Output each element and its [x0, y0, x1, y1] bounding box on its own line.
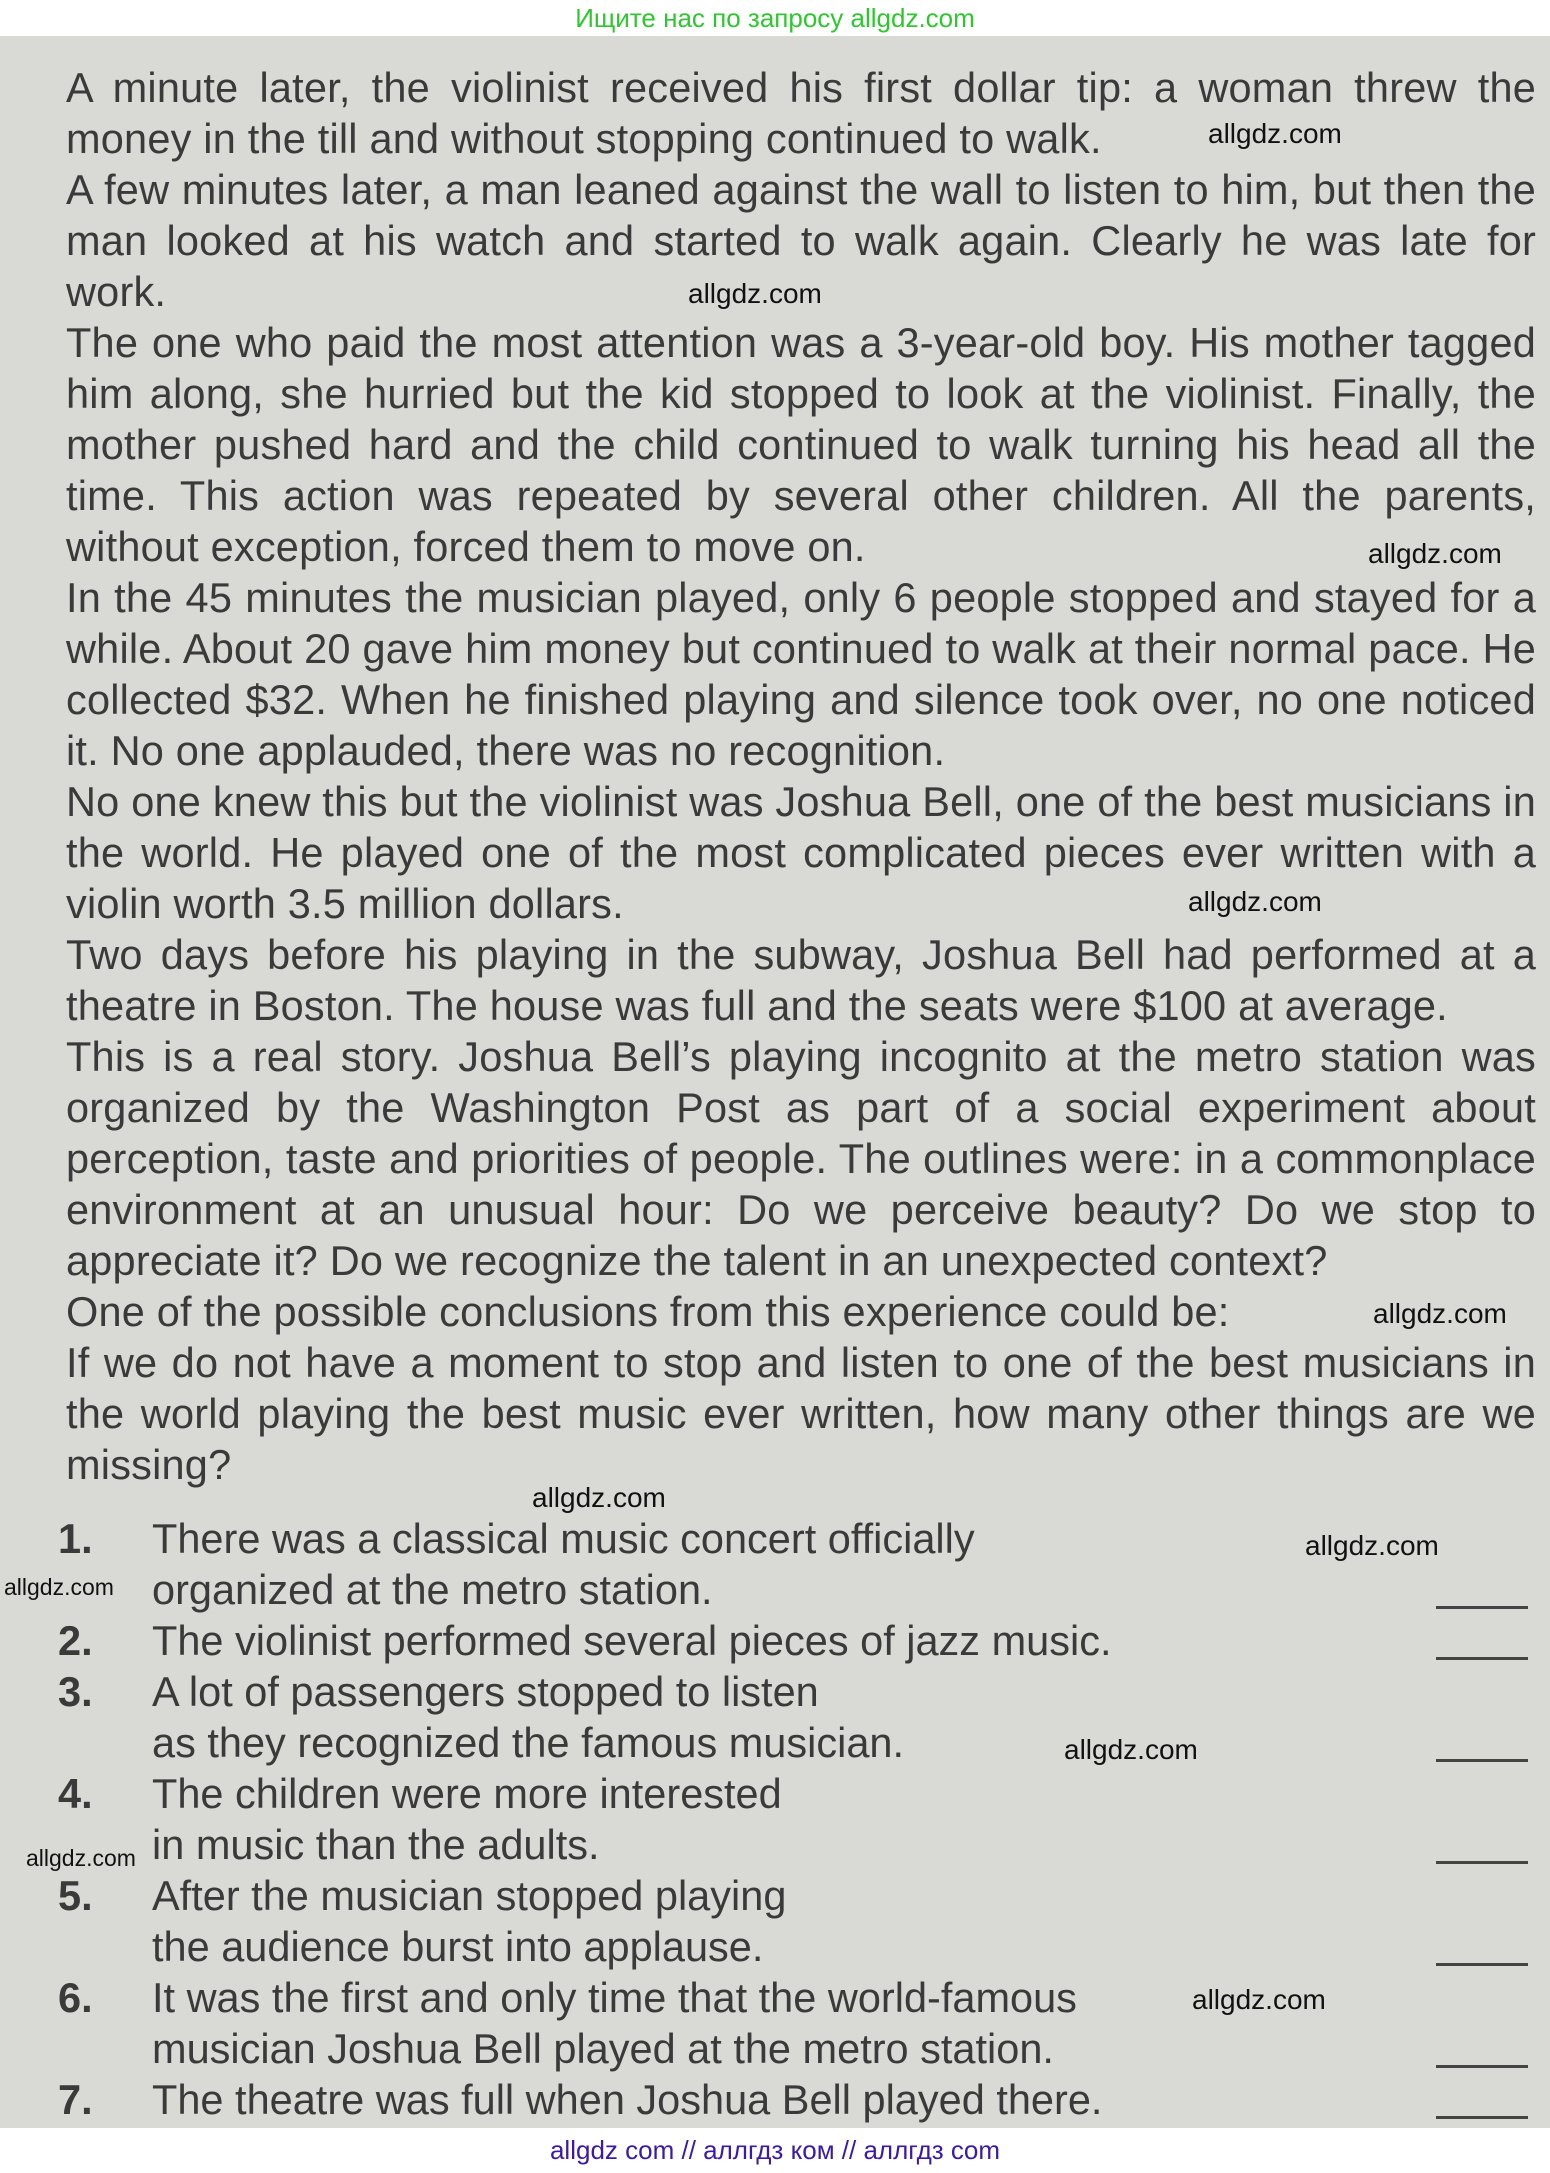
answer-blank[interactable]: [1436, 2065, 1528, 2068]
story-paragraph: In the 45 minutes the musician played, only 6 people stopped and stayed for a while. About 20 gave him money but continued to walk at their normal pace. He collected $32. When he finished playing and silence took over, no one noticed it. No one applauded, there was no recognition.: [66, 574, 1536, 774]
statement-text: It was the first and only time that the world-famous musician Joshua Bell played at the metro station.: [152, 1974, 1077, 2072]
site-banner-bottom: allgdz com // аллгдз ком // аллгдз com: [0, 2128, 1550, 2173]
story-paragraph: One of the possible conclusions from this experience could be:: [66, 1288, 1230, 1335]
watermark: allgdz.com: [26, 1845, 136, 1871]
statement-text: The children were more interested in music than the adults.: [152, 1770, 782, 1868]
story-paragraph: This is a real story. Joshua Bell’s playing incognito at the metro station was organized by the Washington Post as part of a social experiment about perception, taste and priorities of people. The outlines were: in a commonplace environment at an unusual hour: Do we perceive beauty? Do we stop to appreciate it? Do we recognize the talent in an unexpected context?: [66, 1033, 1536, 1284]
answer-blank[interactable]: [1436, 2116, 1528, 2119]
watermark: allgdz.com: [1373, 1298, 1507, 1329]
statement-item: [58, 1768, 1528, 1870]
textbook-page: [0, 36, 1550, 2128]
answer-blank[interactable]: [1436, 1606, 1528, 1609]
statement-number: 1.: [58, 1515, 93, 1562]
statement-item: [58, 1615, 1528, 1666]
statement-text: A lot of passengers stopped to listen as they recognized the famous musician.: [152, 1668, 905, 1766]
statement-number: 2.: [58, 1617, 93, 1664]
watermark: allgdz.com: [1368, 538, 1502, 569]
watermark: allgdz.com: [532, 1482, 666, 1513]
statement-text: After the musician stopped playing the audience burst into applause.: [152, 1872, 787, 1970]
reading-text: [66, 62, 1536, 1490]
answer-blank[interactable]: [1436, 1861, 1528, 1864]
watermark: allgdz.com: [1192, 1984, 1326, 2015]
statement-number: 6.: [58, 1974, 93, 2021]
watermark: allgdz.com: [1208, 118, 1342, 149]
story-paragraph: Two days before his playing in the subway, Joshua Bell had performed at a theatre in Boston. The house was full and the seats were $100 at average.: [66, 931, 1536, 1029]
statement-number: 4.: [58, 1770, 93, 1817]
statement-number: 7.: [58, 2076, 93, 2123]
answer-blank[interactable]: [1436, 1963, 1528, 1966]
statement-text: The violinist performed several pieces of jazz music.: [152, 1617, 1112, 1664]
story-paragraph: If we do not have a moment to stop and listen to one of the best musicians in the world playing the best music ever written, how many other things are we missing?: [66, 1339, 1536, 1488]
statement-item: [58, 2074, 1528, 2125]
statement-text: The theatre was full when Joshua Bell played there.: [152, 2076, 1103, 2123]
statement-item: [58, 1666, 1528, 1768]
statement-number: 5.: [58, 1872, 93, 1919]
statement-item: [58, 1870, 1528, 1972]
watermark: allgdz.com: [1188, 886, 1322, 917]
statement-number: 3.: [58, 1668, 93, 1715]
story-paragraph: A minute later, the violinist received his first dollar tip: a woman threw the money in the till and without stopping continued to walk.: [66, 64, 1536, 162]
statement-item: [58, 1513, 1528, 1615]
true-false-statements: [58, 1513, 1528, 2125]
answer-blank[interactable]: [1436, 1657, 1528, 1660]
watermark: allgdz.com: [1064, 1734, 1198, 1765]
watermark: allgdz.com: [688, 278, 822, 309]
answer-blank[interactable]: [1436, 1759, 1528, 1762]
watermark: allgdz.com: [1305, 1530, 1439, 1561]
site-banner-top: Ищите нас по запросу allgdz.com: [0, 0, 1550, 36]
story-paragraph: The one who paid the most attention was a 3-year-old boy. His mother tagged him along, she hurried but the kid stopped to look at the violinist. Finally, the mother pushed hard and the child continued to walk turning his head all the time. This action was repeated by several other children. All the parents, without exception, forced them to move on.: [66, 319, 1536, 570]
watermark: allgdz.com: [4, 1574, 114, 1600]
story-paragraph: A few minutes later, a man leaned against the wall to listen to him, but then the man looked at his watch and started to walk again. Clearly he was late for work.: [66, 166, 1536, 315]
story-paragraph: No one knew this but the violinist was Joshua Bell, one of the best musicians in the world. He played one of the most complicated pieces ever written with a violin worth 3.5 million dollars.: [66, 778, 1536, 927]
statement-text: There was a classical music concert officially organized at the metro station.: [152, 1515, 975, 1613]
